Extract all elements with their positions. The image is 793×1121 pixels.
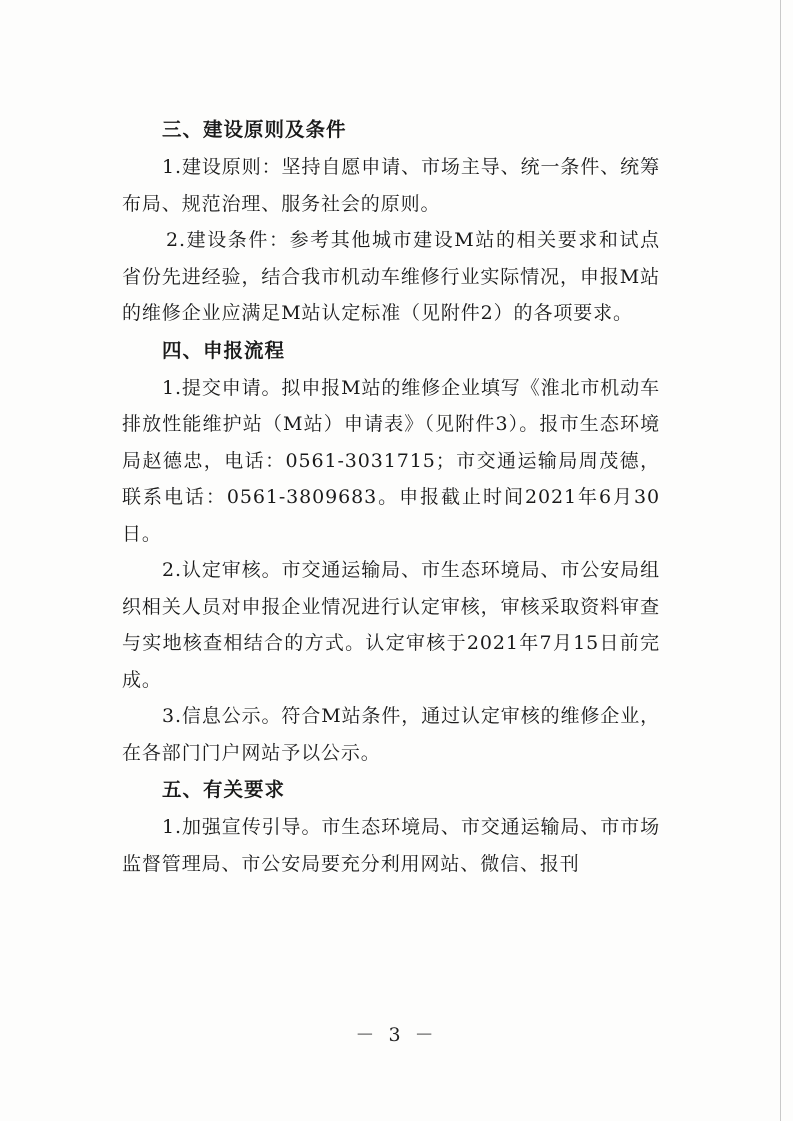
section-heading: 五、有关要求 — [162, 778, 286, 801]
section-requirements — [122, 771, 660, 882]
section-heading: 四、申报流程 — [162, 338, 286, 362]
paragraph: 2.建设条件：参考其他城市建设M站的相关要求和试点省份先进经验，结合我市机动车维修行业实际情况，申报M站的维修企业应满足M站认定标准（见附件2）的各项要求。 — [122, 229, 660, 324]
paragraph: 1.提交申请。拟申报M站的维修企业填写《淮北市机动车排放性能维护站（M站）申请表》（见附件3）。报市生态环境局赵德忠，电话：0561-3031715；市交通运输局周茂德，联系电话：0561-3809683。申报截止时间2021年6月30日。 — [122, 376, 660, 545]
paragraph: 2.认定审核。市交通运输局、市生态环境局、市公安局组织相关人员对申报企业情况进行认定审核，审核采取资料审查与实地核查相结合的方式。认定审核于2021年7月15日前完成。 — [122, 559, 660, 691]
paragraph: 1.加强宣传引导。市生态环境局、市交通运输局、市市场监督管理局、市公安局要充分利用网站、微信、报刊 — [122, 816, 660, 875]
paragraph: 1.建设原则：坚持自愿申请、市场主导、统一条件、统筹布局、规范治理、服务社会的原则。 — [122, 156, 660, 215]
page-number: － 3 － — [355, 1024, 438, 1046]
paragraph: 3.信息公示。符合M站条件，通过认定审核的维修企业，在各部门门户网站予以公示。 — [122, 705, 660, 764]
scan-edge-line — [780, 0, 781, 1121]
section-construction-principles — [122, 111, 660, 332]
section-application-process — [122, 332, 660, 772]
section-heading: 三、建设原则及条件 — [162, 118, 347, 141]
document-body — [122, 111, 660, 882]
